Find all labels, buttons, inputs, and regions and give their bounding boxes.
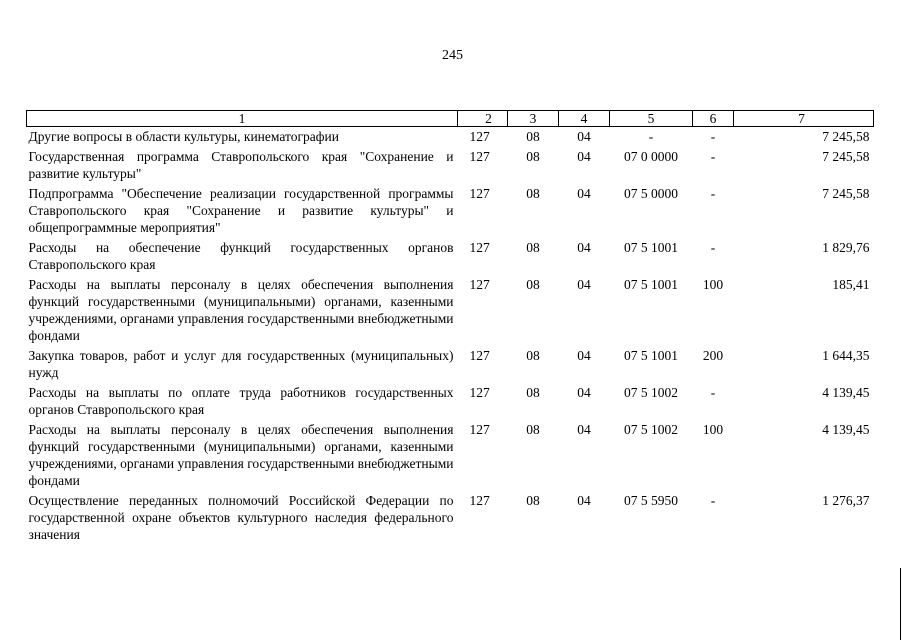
row-col-5: 07 5 1002 xyxy=(624,385,678,400)
table-header xyxy=(27,111,874,127)
header-col-1: 1 xyxy=(27,111,458,127)
row-col-7: 1 829,76 xyxy=(822,240,870,255)
row-col-4: 04 xyxy=(577,277,591,292)
row-col-2: 127 xyxy=(469,149,490,164)
row-name: Расходы на выплаты по оплате труда работников государственных органов Ставропольского края xyxy=(28,385,454,417)
row-col-3: 08 xyxy=(526,149,540,164)
row-col-7: 4 139,45 xyxy=(822,385,870,400)
row-col-4: 04 xyxy=(577,149,591,164)
row-name-cell xyxy=(27,347,458,384)
row-name-cell xyxy=(27,276,458,347)
table-row xyxy=(27,148,874,185)
row-col-5: 07 0 0000 xyxy=(624,149,678,164)
budget-table xyxy=(26,110,874,546)
row-col-4: 04 xyxy=(577,129,591,144)
header-col-2: 2 xyxy=(458,111,508,127)
row-col-7: 185,41 xyxy=(832,277,870,292)
header-col-6: 6 xyxy=(693,111,734,127)
table-row xyxy=(27,185,874,239)
row-col-7: 7 245,58 xyxy=(822,129,870,144)
row-col-2: 127 xyxy=(469,493,490,508)
row-col-4: 04 xyxy=(577,385,591,400)
row-name-cell xyxy=(27,239,458,276)
row-col-6: - xyxy=(710,385,716,400)
row-col-4: 04 xyxy=(577,348,591,363)
row-col-6: - xyxy=(710,493,716,508)
row-col-6: 200 xyxy=(702,348,724,363)
row-col-5: - xyxy=(648,129,654,144)
row-col-4: 04 xyxy=(577,493,591,508)
row-col-6: - xyxy=(710,149,716,164)
table-row xyxy=(27,276,874,347)
row-col-2: 127 xyxy=(469,385,490,400)
row-name-cell xyxy=(27,127,458,149)
row-col-3: 08 xyxy=(526,240,540,255)
row-col-2: 127 xyxy=(469,186,490,201)
row-col-5: 07 5 1001 xyxy=(624,348,678,363)
row-name-cell xyxy=(27,384,458,421)
header-col-4: 4 xyxy=(559,111,610,127)
header-col-5: 5 xyxy=(610,111,693,127)
row-col-5: 07 5 0000 xyxy=(624,186,678,201)
table-row xyxy=(27,492,874,546)
row-col-7: 7 245,58 xyxy=(822,149,870,164)
row-col-2: 127 xyxy=(469,422,490,437)
row-col-6: - xyxy=(710,240,716,255)
row-col-4: 04 xyxy=(577,240,591,255)
row-name: Расходы на выплаты персоналу в целях обеспечения выполнения функций государственными (муниципальными) органами, казенными учреждениями, органами управления государственными внебюджетными фондами xyxy=(28,277,454,343)
table-body xyxy=(27,127,874,547)
row-col-6: 100 xyxy=(702,277,724,292)
row-col-3: 08 xyxy=(526,277,540,292)
table-row xyxy=(27,347,874,384)
row-col-4: 04 xyxy=(577,186,591,201)
row-name: Другие вопросы в области культуры, кинематографии xyxy=(28,129,339,144)
row-col-6: - xyxy=(710,129,716,144)
row-col-3: 08 xyxy=(526,422,540,437)
row-col-7: 1 276,37 xyxy=(822,493,870,508)
row-name: Подпрограмма "Обеспечение реализации государственной программы Ставропольского края "Сохранение и развитие культуры" и общепрограммные мероприятия" xyxy=(28,186,454,235)
row-name-cell xyxy=(27,148,458,185)
row-col-5: 07 5 1002 xyxy=(624,422,678,437)
row-col-3: 08 xyxy=(526,129,540,144)
row-col-7: 4 139,45 xyxy=(822,422,870,437)
row-name: Государственная программа Ставропольского края "Сохранение и развитие культуры" xyxy=(28,149,454,181)
row-col-7: 1 644,35 xyxy=(822,348,870,363)
row-col-3: 08 xyxy=(526,348,540,363)
row-col-7: 7 245,58 xyxy=(822,186,870,201)
row-name-cell xyxy=(27,185,458,239)
page-edge-rule xyxy=(900,568,901,640)
row-col-4: 04 xyxy=(577,422,591,437)
table-row xyxy=(27,421,874,492)
row-name: Расходы на выплаты персоналу в целях обеспечения выполнения функций государственными (муниципальными) органами, казенными учреждениями, органами управления государственными внебюджетными фондами xyxy=(28,422,454,488)
row-col-6: - xyxy=(710,186,716,201)
row-col-2: 127 xyxy=(469,277,490,292)
table-row xyxy=(27,239,874,276)
row-col-5: 07 5 1001 xyxy=(624,277,678,292)
row-col-5: 07 5 1001 xyxy=(624,240,678,255)
row-col-2: 127 xyxy=(469,129,490,144)
row-name: Осуществление переданных полномочий Российской Федерации по государственной охране объектов культурного наследия федерального значения xyxy=(28,493,454,542)
row-col-3: 08 xyxy=(526,493,540,508)
row-name: Расходы на обеспечение функций государственных органов Ставропольского края xyxy=(28,240,454,272)
row-name-cell xyxy=(27,421,458,492)
header-row xyxy=(27,111,874,127)
row-name-cell xyxy=(27,492,458,546)
table-row xyxy=(27,127,874,149)
row-col-2: 127 xyxy=(469,240,490,255)
page-number: 245 xyxy=(442,48,463,63)
row-col-2: 127 xyxy=(469,348,490,363)
table-row xyxy=(27,384,874,421)
row-col-5: 07 5 5950 xyxy=(624,493,678,508)
row-col-6: 100 xyxy=(702,422,724,437)
header-col-3: 3 xyxy=(508,111,559,127)
row-col-3: 08 xyxy=(526,385,540,400)
row-name: Закупка товаров, работ и услуг для государственных (муниципальных) нужд xyxy=(28,348,454,380)
row-col-3: 08 xyxy=(526,186,540,201)
header-col-7: 7 xyxy=(734,111,874,127)
